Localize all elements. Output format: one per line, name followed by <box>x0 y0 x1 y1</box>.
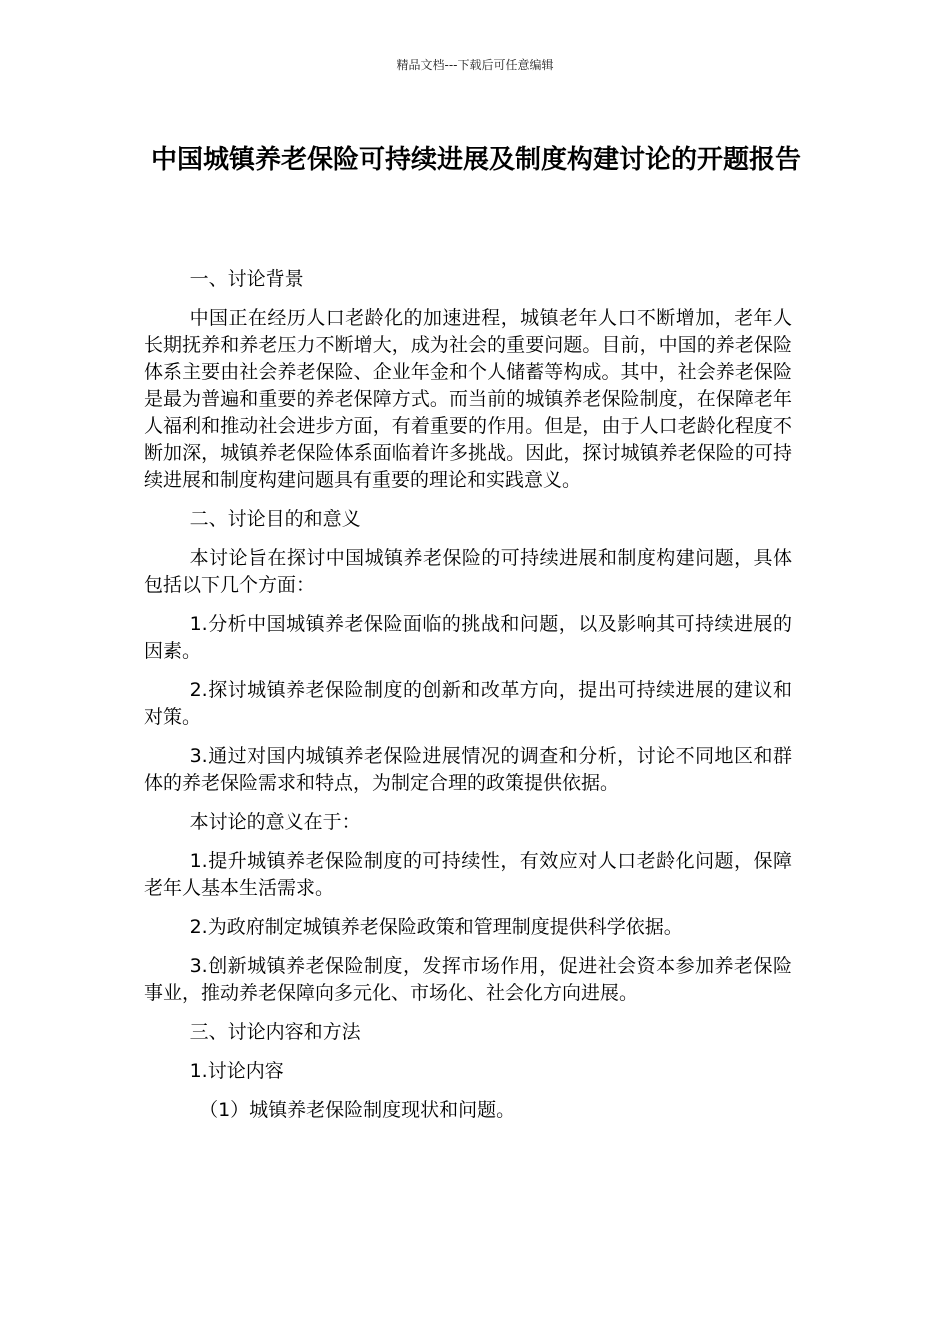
list-item-significance-1: 1.提升城镇养老保险制度的可持续性，有效应对人口老龄化问题，保障老年人基本生活需求。 <box>144 850 792 899</box>
page-header: 精品文档---下载后可任意编辑 <box>396 58 554 72</box>
section-heading-purpose: 二、讨论目的和意义 <box>189 508 361 530</box>
paragraph-significance-intro: 本讨论的意义在于： <box>189 811 361 833</box>
document-title: 中国城镇养老保险可持续进展及制度构建讨论的开题报告 <box>150 145 801 175</box>
subheading-content: 1.讨论内容 <box>189 1060 284 1082</box>
paragraph-background: 中国正在经历人口老龄化的加速进程，城镇老年人口不断增加，老年人长期抚养和养老压力不断增大，成为社会的重要问题。目前，中国的养老保险体系主要由社会养老保险、企业年金和个人储蓄等构成。其中，社会养老保险是最为普遍和重要的养老保障方式。而当前的城镇养老保险制度，在保障老年人福利和推动社会进步方面，有着重要的作用。但是，由于人口老龄化程度不断加深，城镇养老保险体系面临着许多挑战。因此，探讨城镇养老保险的可持续进展和制度构建问题具有重要的理论和实践意义。 <box>144 307 792 491</box>
list-item-purpose-1: 1.分析中国城镇养老保险面临的挑战和问题，以及影响其可持续进展的因素。 <box>144 613 792 662</box>
document-body <box>144 266 792 1136</box>
section-heading-content-method: 三、讨论内容和方法 <box>189 1021 361 1043</box>
paragraph-purpose-intro: 本讨论旨在探讨中国城镇养老保险的可持续进展和制度构建问题，具体包括以下几个方面： <box>144 547 792 596</box>
list-item-purpose-2: 2.探讨城镇养老保险制度的创新和改革方向，提出可持续进展的建议和对策。 <box>144 679 792 728</box>
list-item-significance-3: 3.创新城镇养老保险制度，发挥市场作用，促进社会资本参加养老保险事业，推动养老保障向多元化、市场化、社会化方向进展。 <box>144 955 792 1004</box>
list-item-content-1: （1）城镇养老保险制度现状和问题。 <box>199 1099 516 1121</box>
list-item-purpose-3: 3.通过对国内城镇养老保险进展情况的调查和分析，讨论不同地区和群体的养老保险需求和特点，为制定合理的政策提供依据。 <box>144 745 792 794</box>
list-item-significance-2: 2.为政府制定城镇养老保险政策和管理制度提供科学依据。 <box>189 916 683 938</box>
section-heading-background: 一、讨论背景 <box>189 268 304 290</box>
